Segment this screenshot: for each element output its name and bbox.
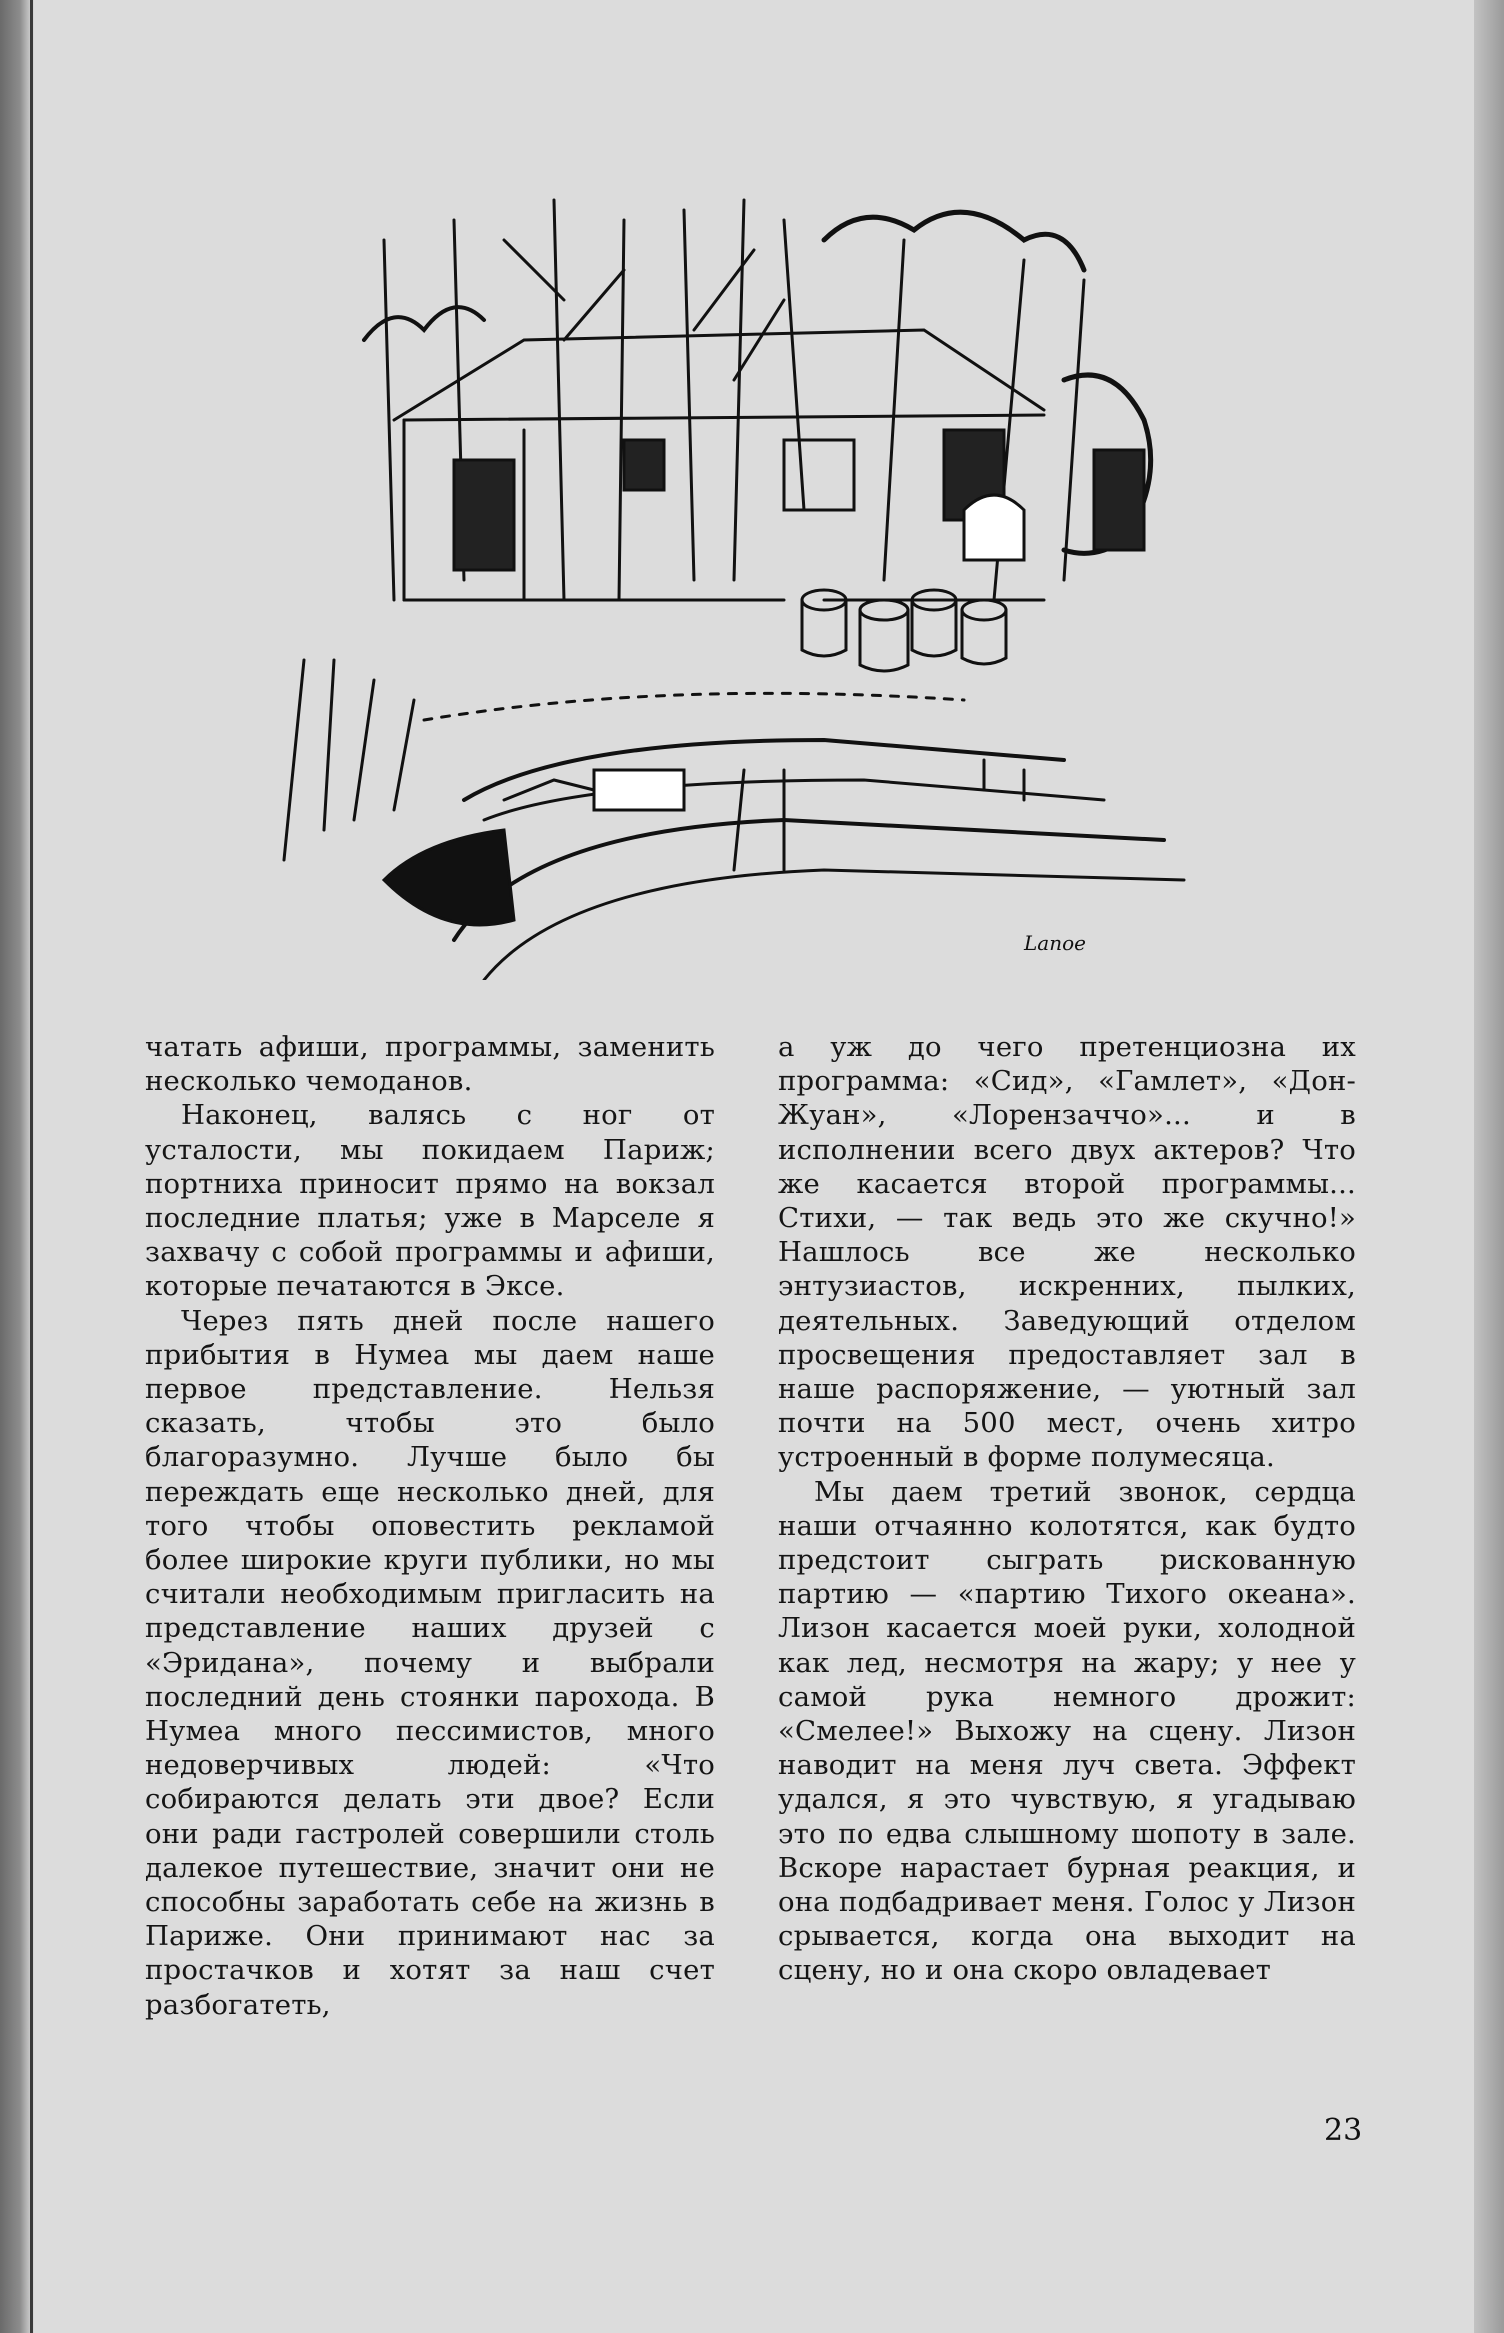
paragraph: Через пять дней после нашего прибытия в Нумеа мы даем наше первое представление. Нельзя сказать, чтобы это было благоразумно. Лучше было бы переждать еще несколько дней, для того чтобы оповестить рекламой более широкие круги публики, но мы считали необходимым пригласить на представление наших друзей с «Эридана», почему и выбрали последний день стоянки парохода. В Нумеа много пессимистов, много недоверчивых людей: «Что собираются делать эти двое? Если они ради гастролей совершили столь далекое путешествие, значит они не способны заработать себе на жизнь в Париже. Они принимают нас за простачков и хотят за наш счет разбогатеть,: [145, 1304, 715, 2021]
page-number: 23: [1324, 2113, 1363, 2148]
house-boat-sketch-icon: [264, 180, 1244, 980]
left-text-column: [145, 1030, 715, 2022]
paragraph: чатать афиши, программы, заменить несколько чемоданов.: [145, 1031, 715, 1098]
binding-edge: [30, 0, 33, 2333]
artist-signature: Lanoe: [1024, 931, 1086, 955]
right-text-column: [778, 1030, 1356, 1988]
paragraph: Наконец, валясь с ног от усталости, мы покидаем Париж; портниха приносит прямо на вокзал последние платья; уже в Марселе я захвачу с собой программы и афиши, которые печатаются в Эксе.: [145, 1099, 715, 1303]
book-page: [34, 0, 1474, 2333]
paragraph: а уж до чего претенциозна их программа: «Сид», «Гамлет», «Дон-Жуан», «Лорензаччо»... и в исполнении всего двух актеров? Что же касается второй программы... Стихи, — так ведь это же скучно!» Нашлось все же несколько энтузиастов, искренних, пылких, деятельных. Заведующий отделом просвещения предоставляет зал в наше распоряжение, — уютный зал почти на 500 мест, очень хитро устроенный в форме полумесяца.: [778, 1031, 1356, 1474]
paragraph: Мы даем третий звонок, сердца наши отчаянно колотятся, как будто предстоит сыграть рискованную партию — «партию Тихого океана». Лизон касается моей руки, холодной как лед, несмотря на жару; у нее у самой рука немного дрожит: «Смелее!» Выхожу на сцену. Лизон наводит на меня луч света. Эффект удался, я это чувствую, я угадываю это по едва слышному шопоту в зале. Вскоре нарастает бурная реакция, и она подбадривает меня. Голос у Лизон срывается, когда она выходит на сцену, но и она скоро овладевает: [778, 1475, 1356, 1987]
